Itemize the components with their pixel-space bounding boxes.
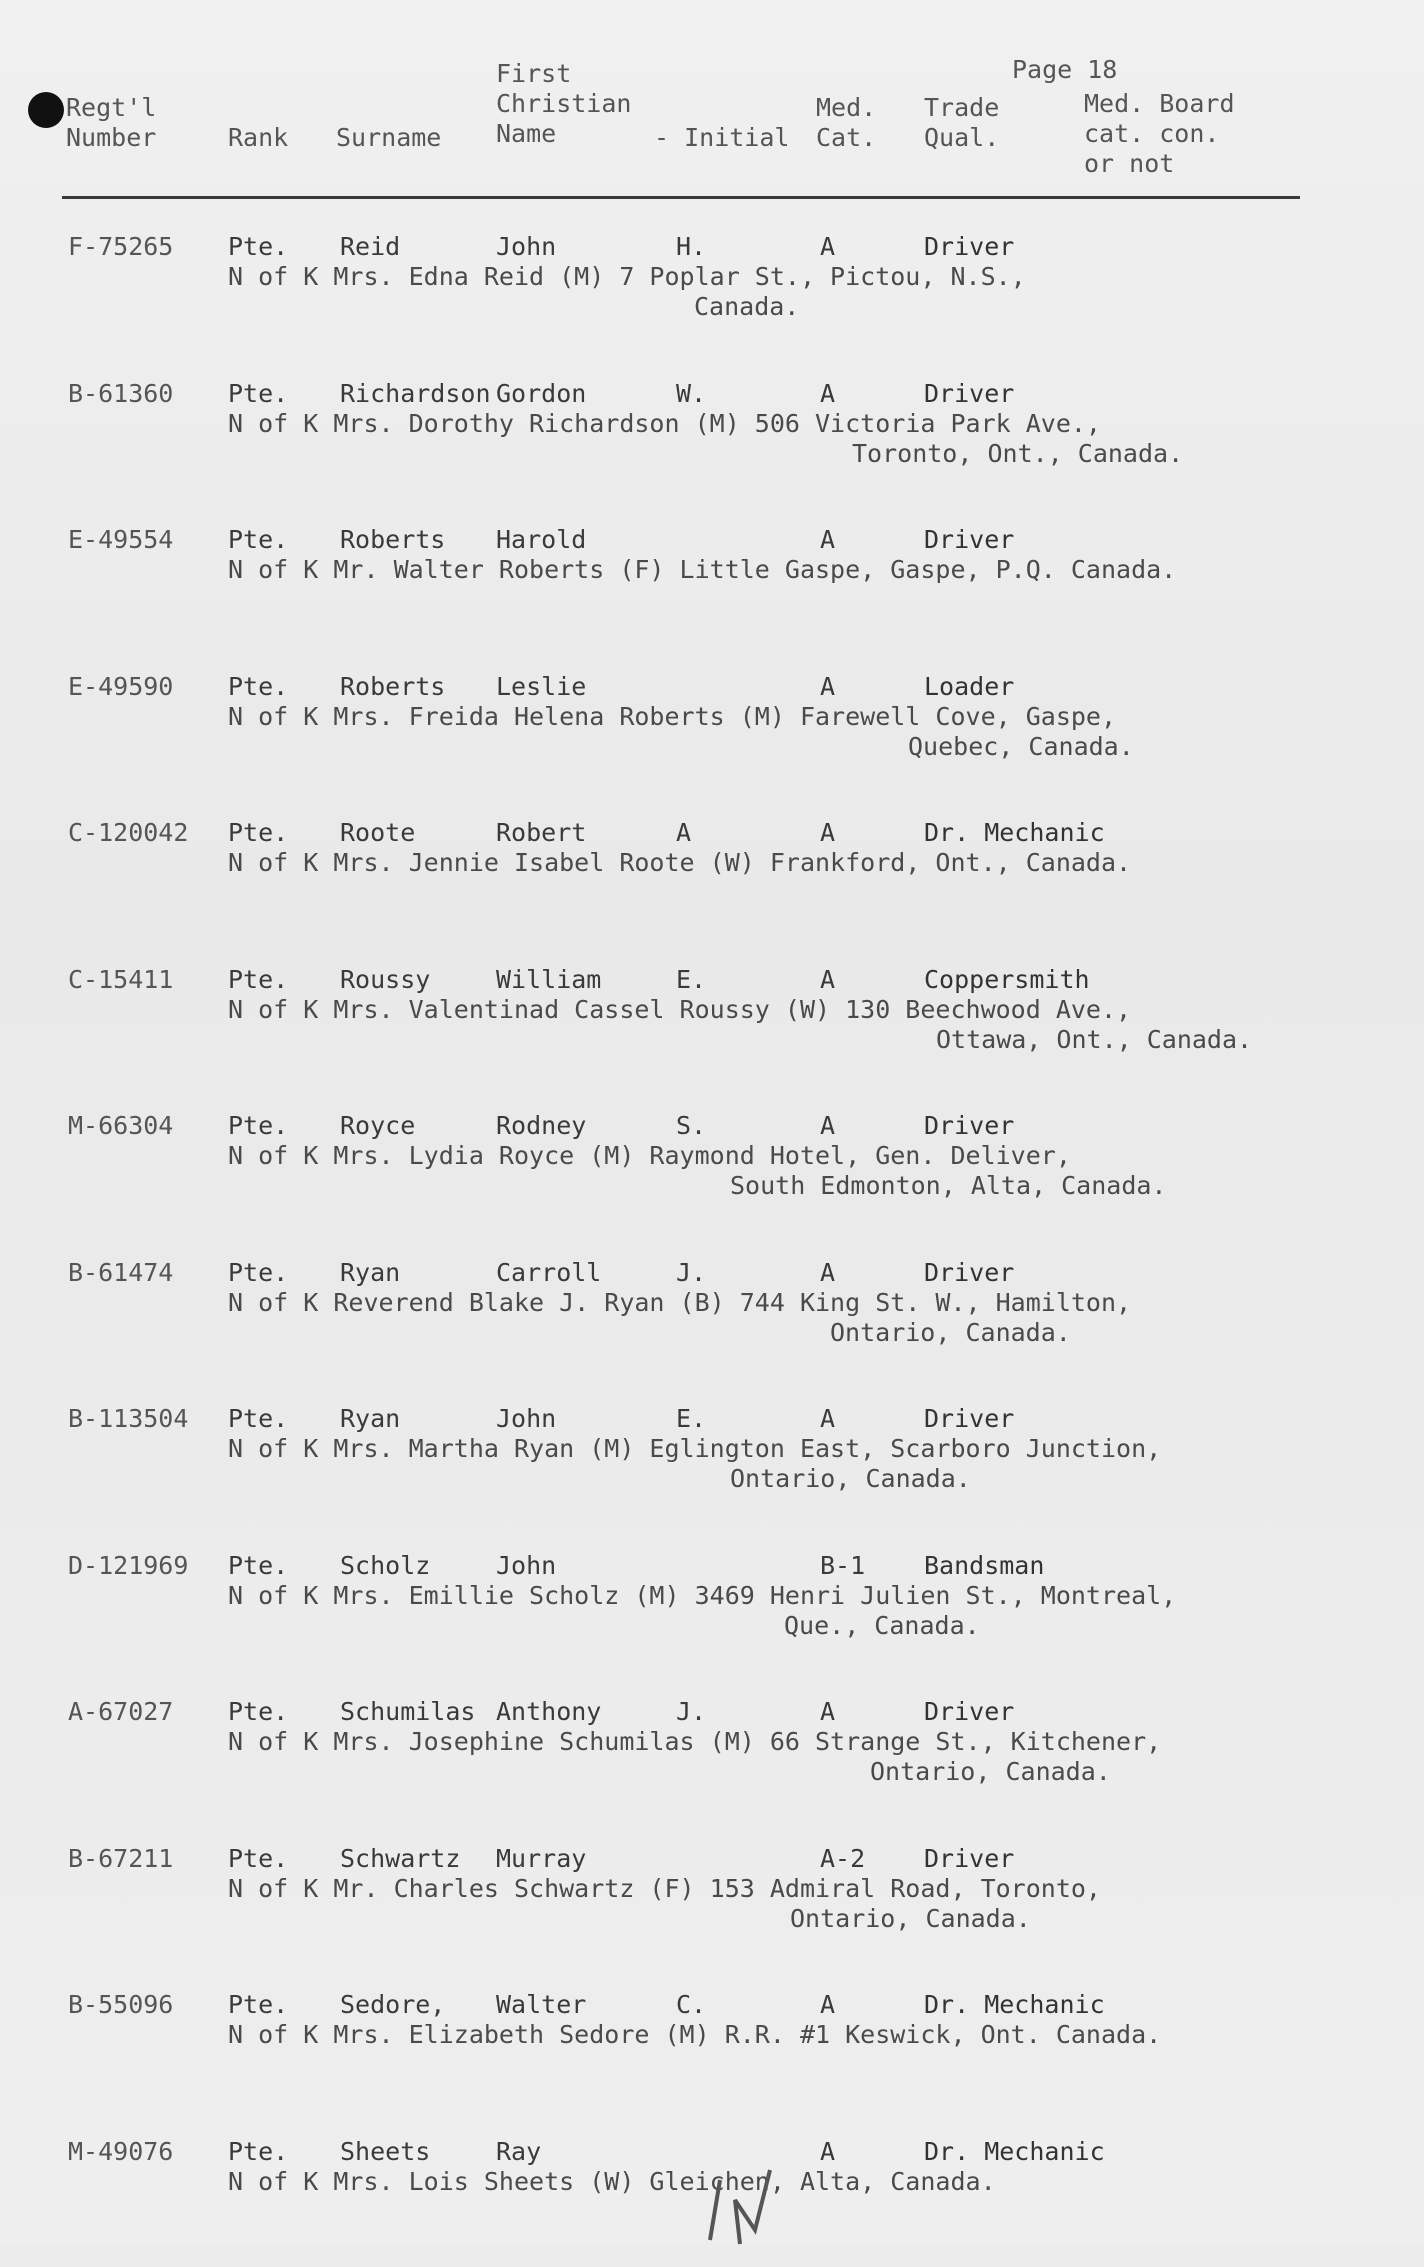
handwritten-mark bbox=[680, 2160, 800, 2246]
med-cat: A bbox=[820, 1111, 836, 1140]
entry-row bbox=[0, 1990, 1424, 2120]
header-medboard: Med. Board bbox=[1084, 89, 1235, 118]
next-of-kin: N of K Mrs. Freida Helena Roberts (M) Farewell Cove, Gaspe, bbox=[228, 701, 1117, 731]
med-cat: A bbox=[820, 671, 836, 701]
regimental-number: M-66304 bbox=[68, 1111, 174, 1140]
trade-qual: Driver bbox=[924, 1404, 1015, 1433]
trade-qual: Driver bbox=[924, 1843, 1015, 1873]
med-cat: A bbox=[820, 2136, 836, 2166]
address-line-2: Ontario, Canada. bbox=[830, 1317, 1071, 1347]
regimental-number: M-49076 bbox=[68, 2136, 174, 2166]
regimental-number: E-49590 bbox=[68, 671, 174, 701]
entry-row bbox=[0, 232, 1424, 362]
first-name: Murray bbox=[496, 1843, 587, 1873]
header-med: Med. bbox=[816, 93, 877, 122]
initial: C. bbox=[676, 1990, 707, 2019]
entry-row bbox=[0, 1697, 1424, 1827]
first-name: Leslie bbox=[496, 671, 587, 701]
trade-qual: Driver bbox=[924, 1697, 1015, 1726]
entry-row bbox=[0, 379, 1424, 509]
surname: Roussy bbox=[340, 964, 431, 994]
med-cat: A bbox=[820, 964, 836, 994]
rank: Pte. bbox=[228, 818, 289, 847]
surname: Schwartz bbox=[340, 1843, 461, 1873]
regimental-number: A-67027 bbox=[68, 1697, 174, 1726]
next-of-kin: N of K Mrs. Dorothy Richardson (M) 506 Victoria Park Ave., bbox=[228, 408, 1101, 438]
initial: J. bbox=[676, 1697, 707, 1726]
med-cat: B-1 bbox=[820, 1550, 866, 1580]
initial: W. bbox=[676, 378, 707, 408]
header-regtl: Regt'l bbox=[66, 93, 157, 122]
regimental-number: E-49554 bbox=[68, 525, 174, 554]
initial: A bbox=[676, 818, 692, 847]
next-of-kin: N of K Reverend Blake J. Ryan (B) 744 King St. W., Hamilton, bbox=[228, 1287, 1132, 1317]
rank: Pte. bbox=[228, 232, 289, 261]
first-name: John bbox=[496, 232, 557, 261]
header-rule bbox=[62, 196, 1300, 199]
med-cat: A bbox=[820, 378, 836, 408]
address-line-2: Ottawa, Ont., Canada. bbox=[936, 1024, 1253, 1054]
entry-row bbox=[0, 525, 1424, 655]
trade-qual: Driver bbox=[924, 1257, 1015, 1287]
rank: Pte. bbox=[228, 525, 289, 554]
next-of-kin: N of K Mr. Charles Schwartz (F) 153 Admiral Road, Toronto, bbox=[228, 1873, 1101, 1903]
first-name: Anthony bbox=[496, 1697, 602, 1726]
trade-qual: Driver bbox=[924, 525, 1015, 554]
surname: Richardson bbox=[340, 378, 491, 408]
trade-qual: Coppersmith bbox=[924, 964, 1090, 994]
next-of-kin: N of K Mrs. Lydia Royce (M) Raymond Hotel, Gen. Deliver, bbox=[228, 1141, 1071, 1170]
entry-row bbox=[0, 1404, 1424, 1534]
regimental-number: B-61360 bbox=[68, 378, 174, 408]
next-of-kin: N of K Mrs. Emillie Scholz (M) 3469 Henri Julien St., Montreal, bbox=[228, 1580, 1177, 1610]
surname: Sheets bbox=[340, 2136, 431, 2166]
trade-qual: Dr. Mechanic bbox=[924, 2136, 1105, 2166]
address-line-2: South Edmonton, Alta, Canada. bbox=[730, 1171, 1167, 1200]
header-first: First bbox=[496, 59, 572, 88]
header-catcon: cat. con. bbox=[1084, 119, 1220, 148]
next-of-kin: N of K Mrs. Valentinad Cassel Roussy (W) 130 Beechwood Ave., bbox=[228, 994, 1132, 1024]
regimental-number: B-61474 bbox=[68, 1257, 174, 1287]
header-name: Name bbox=[496, 119, 557, 148]
header-qual: Qual. bbox=[924, 123, 1000, 152]
first-name: Ray bbox=[496, 2136, 542, 2166]
entry-row bbox=[0, 818, 1424, 948]
rank: Pte. bbox=[228, 2136, 289, 2166]
trade-qual: Bandsman bbox=[924, 1550, 1045, 1580]
trade-qual: Loader bbox=[924, 671, 1015, 701]
punch-hole bbox=[28, 92, 64, 128]
surname: Roberts bbox=[340, 525, 446, 554]
header-cat: Cat. bbox=[816, 123, 877, 152]
med-cat: A bbox=[820, 1697, 836, 1726]
surname: Ryan bbox=[340, 1404, 401, 1433]
page-number: Page 18 bbox=[1012, 55, 1118, 84]
first-name: Rodney bbox=[496, 1111, 587, 1140]
initial: H. bbox=[676, 232, 707, 261]
surname: Scholz bbox=[340, 1550, 431, 1580]
med-cat: A bbox=[820, 1257, 836, 1287]
initial: S. bbox=[676, 1111, 707, 1140]
med-cat: A bbox=[820, 1990, 836, 2019]
med-cat: A bbox=[820, 818, 836, 847]
regimental-number: B-55096 bbox=[68, 1990, 174, 2019]
regimental-number: F-75265 bbox=[68, 232, 174, 261]
rank: Pte. bbox=[228, 1404, 289, 1433]
surname: Roberts bbox=[340, 671, 446, 701]
next-of-kin: N of K Mrs. Josephine Schumilas (M) 66 Strange St., Kitchener, bbox=[228, 1727, 1162, 1756]
rank: Pte. bbox=[228, 1111, 289, 1140]
address-line-2: Ontario, Canada. bbox=[870, 1757, 1111, 1786]
rank: Pte. bbox=[228, 1990, 289, 2019]
header-rank: Rank bbox=[228, 123, 289, 152]
address-line-2: Canada. bbox=[694, 292, 800, 321]
rank: Pte. bbox=[228, 1697, 289, 1726]
address-line-2: Que., Canada. bbox=[784, 1610, 980, 1640]
address-line-2: Ontario, Canada. bbox=[730, 1464, 971, 1493]
regimental-number: B-113504 bbox=[68, 1404, 189, 1433]
header-trade: Trade bbox=[924, 93, 1000, 122]
trade-qual: Driver bbox=[924, 232, 1015, 261]
rank: Pte. bbox=[228, 378, 289, 408]
next-of-kin: N of K Mrs. Edna Reid (M) 7 Poplar St., Pictou, N.S., bbox=[228, 262, 1026, 291]
surname: Sedore, bbox=[340, 1990, 446, 2019]
rank: Pte. bbox=[228, 1843, 289, 1873]
address-line-2: Toronto, Ont., Canada. bbox=[852, 438, 1184, 468]
entry-row bbox=[0, 1111, 1424, 1241]
header-ornot: or not bbox=[1084, 149, 1175, 178]
regimental-number: C-120042 bbox=[68, 818, 189, 847]
first-name: Gordon bbox=[496, 378, 587, 408]
rank: Pte. bbox=[228, 1257, 289, 1287]
next-of-kin: N of K Mrs. Elizabeth Sedore (M) R.R. #1 Keswick, Ont. Canada. bbox=[228, 2020, 1162, 2049]
first-name: John bbox=[496, 1404, 557, 1433]
first-name: Carroll bbox=[496, 1257, 602, 1287]
entry-row bbox=[0, 672, 1424, 802]
surname: Schumilas bbox=[340, 1697, 476, 1726]
surname: Ryan bbox=[340, 1257, 401, 1287]
initial: E. bbox=[676, 1404, 707, 1433]
regimental-number: C-15411 bbox=[68, 964, 174, 994]
header-christian: Christian bbox=[496, 89, 632, 118]
rank: Pte. bbox=[228, 1550, 289, 1580]
surname: Royce bbox=[340, 1111, 416, 1140]
med-cat: A bbox=[820, 232, 836, 261]
surname: Roote bbox=[340, 818, 416, 847]
med-cat: A bbox=[820, 1404, 836, 1433]
med-cat: A bbox=[820, 525, 836, 554]
next-of-kin: N of K Mrs. Martha Ryan (M) Eglington East, Scarboro Junction, bbox=[228, 1434, 1162, 1463]
med-cat: A-2 bbox=[820, 1843, 866, 1873]
next-of-kin: N of K Mrs. Lois Sheets (W) Gleichen, Alta, Canada. bbox=[228, 2166, 996, 2196]
first-name: Robert bbox=[496, 818, 587, 847]
first-name: William bbox=[496, 964, 602, 994]
trade-qual: Dr. Mechanic bbox=[924, 818, 1105, 847]
header-initial: - Initial bbox=[654, 123, 790, 152]
initial: E. bbox=[676, 964, 707, 994]
first-name: Walter bbox=[496, 1990, 587, 2019]
header-surname: Surname bbox=[336, 123, 442, 152]
address-line-2: Ontario, Canada. bbox=[790, 1903, 1031, 1933]
rank: Pte. bbox=[228, 964, 289, 994]
header-number: Number bbox=[66, 123, 157, 152]
surname: Reid bbox=[340, 232, 401, 261]
entry-row bbox=[0, 1258, 1424, 1388]
trade-qual: Driver bbox=[924, 1111, 1015, 1140]
trade-qual: Driver bbox=[924, 378, 1015, 408]
trade-qual: Dr. Mechanic bbox=[924, 1990, 1105, 2019]
first-name: Harold bbox=[496, 525, 587, 554]
address-line-2: Quebec, Canada. bbox=[908, 731, 1134, 761]
entry-row bbox=[0, 1551, 1424, 1681]
entry-row bbox=[0, 965, 1424, 1095]
entry-row bbox=[0, 1844, 1424, 1974]
regimental-number: B-67211 bbox=[68, 1843, 174, 1873]
first-name: John bbox=[496, 1550, 557, 1580]
rank: Pte. bbox=[228, 671, 289, 701]
initial: J. bbox=[676, 1257, 707, 1287]
next-of-kin: N of K Mrs. Jennie Isabel Roote (W) Frankford, Ont., Canada. bbox=[228, 848, 1132, 877]
regimental-number: D-121969 bbox=[68, 1550, 189, 1580]
next-of-kin: N of K Mr. Walter Roberts (F) Little Gaspe, Gaspe, P.Q. Canada. bbox=[228, 555, 1177, 584]
